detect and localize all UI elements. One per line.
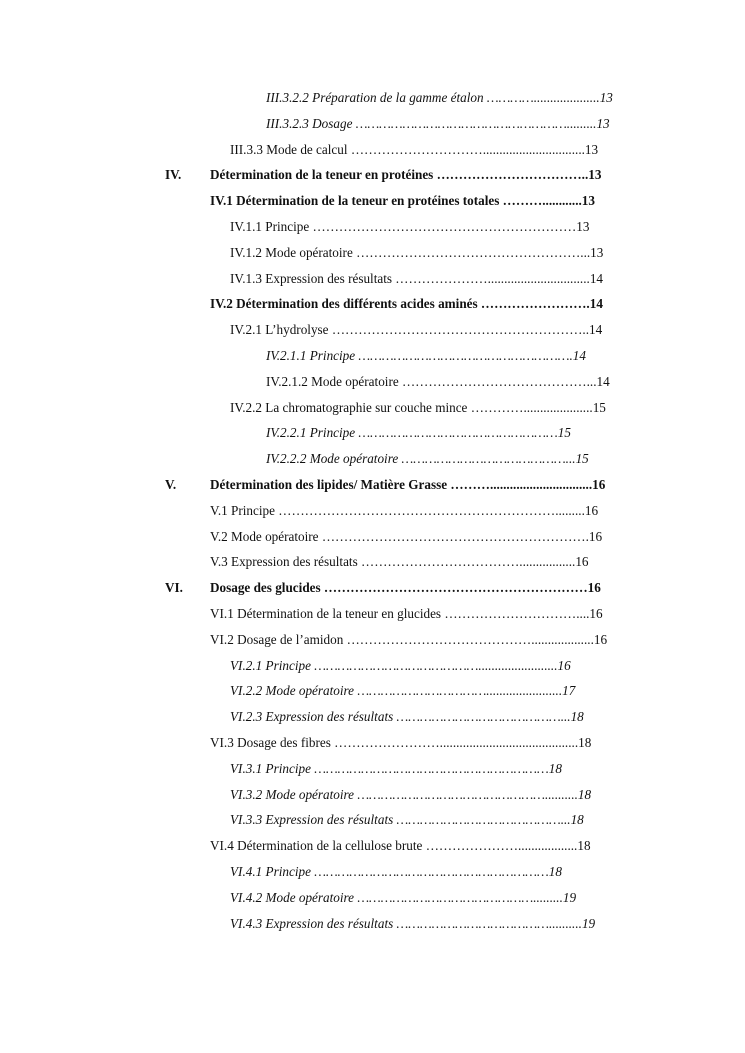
toc-entry[interactable]: III.3.2.3 Dosage ……………………………………………….........13 (266, 116, 610, 131)
toc-entry[interactable]: III.3.2.2 Préparation de la gamme étalon …………....................13 (266, 90, 613, 105)
toc-entry[interactable]: V.1 Principe ……………………………………………………….........16 (210, 503, 599, 518)
toc-entry[interactable]: IV.1 Détermination de la teneur en protéines totales ………............13 (210, 193, 595, 208)
toc-entry[interactable]: VI.3.1 Principe ……………………………………………………18 (230, 761, 562, 776)
toc-entry[interactable]: VI.2.1 Principe ……………………………………........................16 (230, 658, 571, 673)
toc-entry[interactable]: IV.1.1 Principe ……………………………………………………13 (230, 219, 590, 234)
toc-entry[interactable]: Dosage des glucides ……………………………………………………16 (210, 580, 601, 595)
toc-entry[interactable]: IV.2.1 L’hydrolyse …………………………………………………..14 (230, 322, 603, 337)
toc-entry[interactable]: Détermination de la teneur en protéines ……………………………..13 (210, 167, 602, 182)
toc-entry[interactable]: VI.3.2 Mode opératoire …………………………………………..........18 (230, 787, 592, 802)
toc-entry[interactable]: VI.3.3 Expression des résultats ……………………………………...18 (230, 812, 584, 827)
toc-entry[interactable]: VI.2 Dosage de l’amidon ……………………………………...................16 (210, 632, 608, 647)
toc-entry[interactable]: VI.4.2 Mode opératoire ……………………………………….........19 (230, 890, 577, 905)
toc-entry[interactable]: VI.4 Détermination de la cellulose brute …………………..................18 (210, 838, 591, 853)
toc-entry[interactable]: VI.4.1 Principe ……………………………………………………18 (230, 864, 562, 879)
toc-entry[interactable]: VI.1 Détermination de la teneur en glucides …………………………....16 (210, 606, 603, 621)
toc-entry[interactable]: IV.2.2 La chromatographie sur couche mince ………….....................15 (230, 400, 606, 415)
section-number: VI. (165, 580, 183, 595)
toc-entry[interactable]: IV.2 Détermination des différents acides aminés …………………….14 (210, 296, 603, 311)
toc-entry[interactable]: V.2 Mode opératoire …………………………………………………….16 (210, 529, 603, 544)
toc-entry[interactable]: IV.2.2.1 Principe ……………………………………………15 (266, 425, 571, 440)
toc-entry[interactable]: IV.2.2.2 Mode opératoire ……………………………………...15 (266, 451, 589, 466)
toc-entry[interactable]: VI.4.3 Expression des résultats …………………………………..........19 (230, 916, 596, 931)
toc-entry[interactable]: IV.1.3 Expression des résultats …………………...............................14 (230, 271, 604, 286)
toc-entry[interactable]: IV.1.2 Mode opératoire ……………………………………………...13 (230, 245, 604, 260)
toc-entry[interactable]: VI.2.2 Mode opératoire …………………………….......................17 (230, 683, 576, 698)
toc-entry[interactable]: IV.2.1.2 Mode opératoire ……………………………………...14 (266, 374, 610, 389)
section-number: IV. (165, 167, 182, 182)
toc-entry[interactable]: V.3 Expression des résultats ……………………………….................16 (210, 554, 589, 569)
toc-entry[interactable]: VI.2.3 Expression des résultats ……………………………………...18 (230, 709, 584, 724)
toc-entry[interactable]: VI.3 Dosage des fibres ……………………..........................................18 (210, 735, 592, 750)
toc-entry[interactable]: IV.2.1.1 Principe ……………………………………………….14 (266, 348, 586, 363)
toc-entry[interactable]: Détermination des lipides/ Matière Grasse ………...............................16 (210, 477, 606, 492)
section-number: V. (165, 477, 177, 492)
toc-entry[interactable]: III.3.3 Mode de calcul …………………………...............................13 (230, 142, 599, 157)
